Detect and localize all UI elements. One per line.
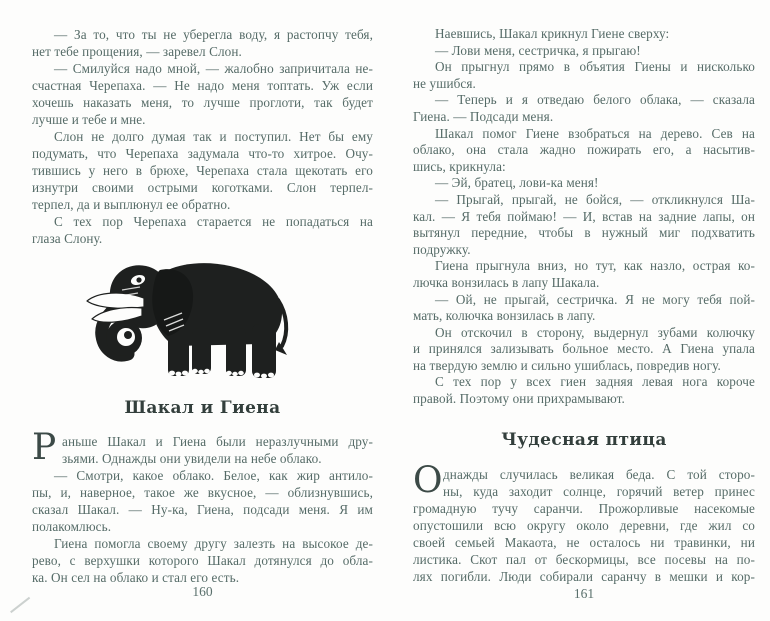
text-line: счастная Черепаха. — Не надо меня топтать. Уж если — [32, 78, 373, 93]
drop-cap: О — [413, 460, 443, 501]
paragraph — [32, 128, 373, 213]
text-line: лях погибли. Люди собирали саранчу в мешки и кор- — [413, 569, 755, 584]
paragraph — [32, 60, 373, 128]
text-line: — Лови меня, сестричка, я прыгаю! — [435, 42, 641, 58]
paragraph — [413, 92, 755, 125]
text-line: Он прыгнул прямо в объятия Гиены и нисколько — [435, 59, 755, 75]
story-elephant-turtle-ending — [32, 26, 373, 247]
text-line: — Эй, братец, лови-ка меня! — [435, 175, 599, 191]
text-line: Слон не долго думая так и поступил. Нет бы ему — [54, 129, 373, 144]
text-line: лучше и тебе и мне. — [32, 112, 146, 127]
text-line: полакомлюсь. — [32, 519, 112, 534]
paragraph — [413, 292, 755, 325]
text-line: Гиена прыгнула вниз, но тут, как назло, острая ко- — [435, 258, 755, 274]
paragraph — [32, 467, 373, 535]
text-line: правой. Поэтому они прихрамывают. — [413, 391, 625, 407]
paragraph — [413, 374, 755, 407]
text-line: сказал Шакал. — Ну-ка, Гиена, подсади меня. Я им — [32, 502, 373, 517]
text-line: — Теперь и я отведаю белого облака, — сказала — [435, 92, 755, 108]
text-line: С тех пор Черепаха старается не попадаться на — [54, 214, 373, 229]
text-line: кал. — Я тебя поймаю! — И, встав на задние лапы, он — [413, 208, 755, 224]
paragraph — [413, 59, 755, 92]
text-line: днажды случилась великая беда. С той сторо- — [443, 467, 755, 482]
story-jackal-hyena-continued — [413, 26, 755, 408]
page-right — [413, 0, 755, 621]
text-line: облако, она стала жадно пожирать его, а насытив- — [413, 142, 755, 158]
text-line: Шакал помог Гиене взобраться на дерево. Сев на — [435, 125, 755, 141]
text-line: подружку. — [413, 241, 471, 257]
drop-cap: Р — [32, 427, 57, 468]
text-line: С тех пор у всех гиен задняя левая нога короче — [435, 374, 755, 390]
text-line: своей семьей Макаота, не осталось ни травинки, ни — [413, 535, 755, 550]
text-line: громадную тучу саранчи. Прожорливые насекомые — [413, 501, 755, 516]
text-line: и принялся зализывать больное место. А Гиена упала — [413, 341, 755, 357]
text-line: зьями. Однажды они увидели на небе облако. — [62, 451, 322, 466]
text-line: на твердую землю и сильно ушиблась, повредив ногу. — [413, 357, 721, 373]
elephant-icon — [80, 258, 292, 390]
text-line: — Ой, не прыгай, сестричка. Я не могу тебя пой- — [435, 291, 755, 307]
text-line: — Смотри, какое облако. Белое, как жир антило- — [54, 468, 373, 483]
scan-artifact — [10, 597, 30, 613]
text-line: вытянул передние, чтобы в нужный миг подхватить — [413, 225, 755, 241]
paragraph — [413, 43, 755, 60]
text-line: подумать, что Черепаха задумала что-то хитрое. Очу- — [32, 146, 373, 161]
paragraph — [413, 192, 755, 258]
paragraph — [32, 26, 373, 60]
paragraph — [413, 460, 755, 585]
paragraph — [413, 325, 755, 375]
page-number-right: 161 — [573, 586, 595, 601]
text-line: листика. Скот пал от бескормицы, все посевы на по- — [413, 552, 755, 567]
page-number-left: 160 — [192, 584, 213, 599]
text-line: хочешь наказать меня, то лучше проглоти, так будет — [32, 95, 373, 110]
text-line: аньше Шакал и Гиена были неразлучными дру- — [62, 434, 373, 449]
paragraph — [32, 535, 373, 586]
story-wonderful-bird-begin — [413, 460, 755, 585]
text-line: терпел, да и выплюнул ее обратно. — [32, 197, 231, 212]
paragraph — [32, 427, 373, 468]
text-line: ны, куда заходит солнце, горячий ветер принес — [443, 484, 755, 499]
elephant-illustration — [80, 258, 292, 390]
text-line: нет тебе прощения, — заревел Слон. — [32, 44, 242, 59]
paragraph — [413, 175, 755, 192]
page-left — [32, 0, 373, 621]
text-line: глаза Слону. — [32, 231, 103, 246]
text-line: не ушибся. — [413, 75, 476, 91]
text-line: тившись у него в брюхе, Черепаха стала щекотать его — [32, 163, 373, 178]
text-line: пы, и, наверное, такое же вкусное, — облизнувшись, — [32, 485, 373, 500]
text-line: рево, с верхушки которого Шакал дотянулся до обла- — [32, 553, 373, 568]
text-line: — За то, что ты не уберегла воду, я растопчу тебя, — [54, 27, 373, 42]
text-line: лючка вонзилась в лапу Шакала. — [413, 274, 600, 290]
text-line: Гиена. — Подсади меня. — [413, 108, 554, 124]
text-line: — Прыгай, прыгай, не бойся, — откликнулся Ша- — [435, 191, 755, 207]
story-title-jackal-and-hyena: Шакал и Гиена — [124, 398, 281, 418]
text-line: ка. Он сел на облако и стал его есть. — [32, 570, 240, 585]
text-line: Наевшись, Шакал крикнул Гиене сверху: — [435, 26, 670, 41]
story-jackal-hyena-begin — [32, 427, 373, 586]
paragraph — [32, 213, 373, 247]
paragraph — [413, 258, 755, 291]
text-line: шись, крикнула: — [413, 158, 506, 174]
paragraph — [413, 26, 755, 43]
text-line: Он отскочил в сторону, выдернул зубами колючку — [435, 324, 755, 340]
text-line: опустошили всю округу около деревни, где жил со — [413, 518, 755, 533]
text-line: мать, колючка вонзилась в лапу. — [413, 308, 596, 324]
text-line: — Смилуйся надо мной, — жалобно запричитала не- — [54, 61, 373, 76]
paragraph — [413, 126, 755, 176]
story-title-wonderful-bird: Чудесная птица — [501, 430, 667, 450]
text-line: Гиена помогла своему другу залезть на высокое де- — [54, 536, 373, 551]
text-line: изнутри своими острыми коготками. Слон терпел- — [32, 180, 373, 195]
